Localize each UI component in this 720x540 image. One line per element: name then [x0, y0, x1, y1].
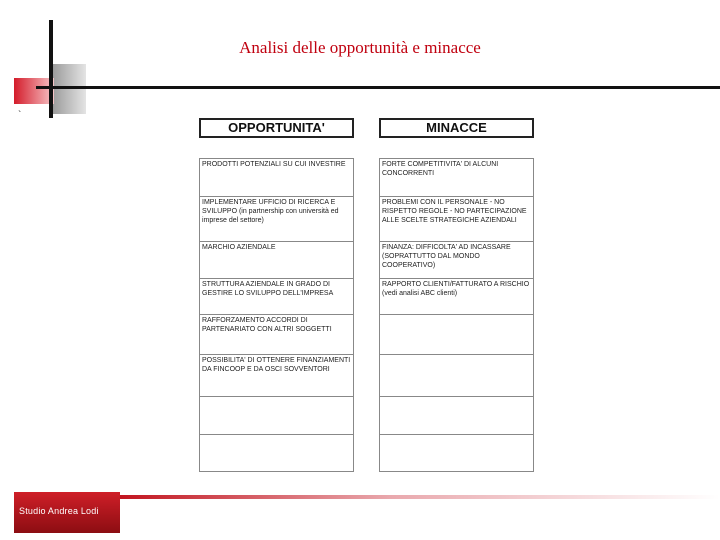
opportunita-item: STRUTTURA AZIENDALE IN GRADO DI GESTIRE LO SVILUPPO DELL'IMPRESA	[200, 278, 353, 314]
opportunita-item: PRODOTTI POTENZIALI SU CUI INVESTIRE	[200, 158, 353, 196]
opportunita-item	[200, 396, 353, 434]
minacce-item	[380, 396, 533, 434]
opportunita-column	[199, 118, 354, 373]
opportunita-item: MARCHIO AZIENDALE	[200, 241, 353, 278]
minacce-column	[379, 118, 534, 297]
minacce-item	[380, 314, 533, 354]
slide-title: Analisi delle opportunità e minacce	[239, 38, 481, 57]
decorative-horizontal-line	[36, 86, 720, 89]
minacce-item: PROBLEMI CON IL PERSONALE - NO RISPETTO REGOLE - NO PARTECIPAZIONE ALLE SCELTE STRATEGICHE AZIENDALI	[380, 196, 533, 241]
opportunita-item: IMPLEMENTARE UFFICIO DI RICERCA E SVILUPPO (in partnership con università ed imprese del settore)	[200, 196, 353, 241]
opportunita-header: OPPORTUNITA'	[199, 118, 354, 138]
minacce-header: MINACCE	[379, 118, 534, 138]
decorative-red-square	[14, 78, 54, 104]
decorative-vertical-line	[49, 20, 53, 118]
corner-mark: `	[18, 110, 22, 121]
minacce-item: FORTE COMPETITIVITA' DI ALCUNI CONCORRENTI	[380, 158, 533, 196]
decorative-gray-square	[52, 64, 86, 114]
opportunita-item: POSSIBILITA' DI OTTENERE FINANZIAMENTI DA FINCOOP E DA OSCI SOVVENTORI	[200, 354, 353, 396]
minacce-item	[380, 434, 533, 472]
opportunita-item	[200, 434, 353, 472]
footer-label: Studio Andrea Lodi	[19, 506, 99, 516]
opportunita-list	[199, 158, 354, 472]
minacce-item	[380, 354, 533, 396]
minacce-list	[379, 158, 534, 472]
opportunita-item: RAFFORZAMENTO ACCORDI DI PARTENARIATO CON ALTRI SOGGETTI	[200, 314, 353, 354]
minacce-item: FINANZA: DIFFICOLTA' AD INCASSARE (SOPRATTUTTO DAL MONDO COOPERATIVO)	[380, 241, 533, 278]
minacce-item: RAPPORTO CLIENTI/FATTURATO A RISCHIO (vedi analisi ABC clienti)	[380, 278, 533, 314]
footer-divider	[120, 495, 720, 499]
